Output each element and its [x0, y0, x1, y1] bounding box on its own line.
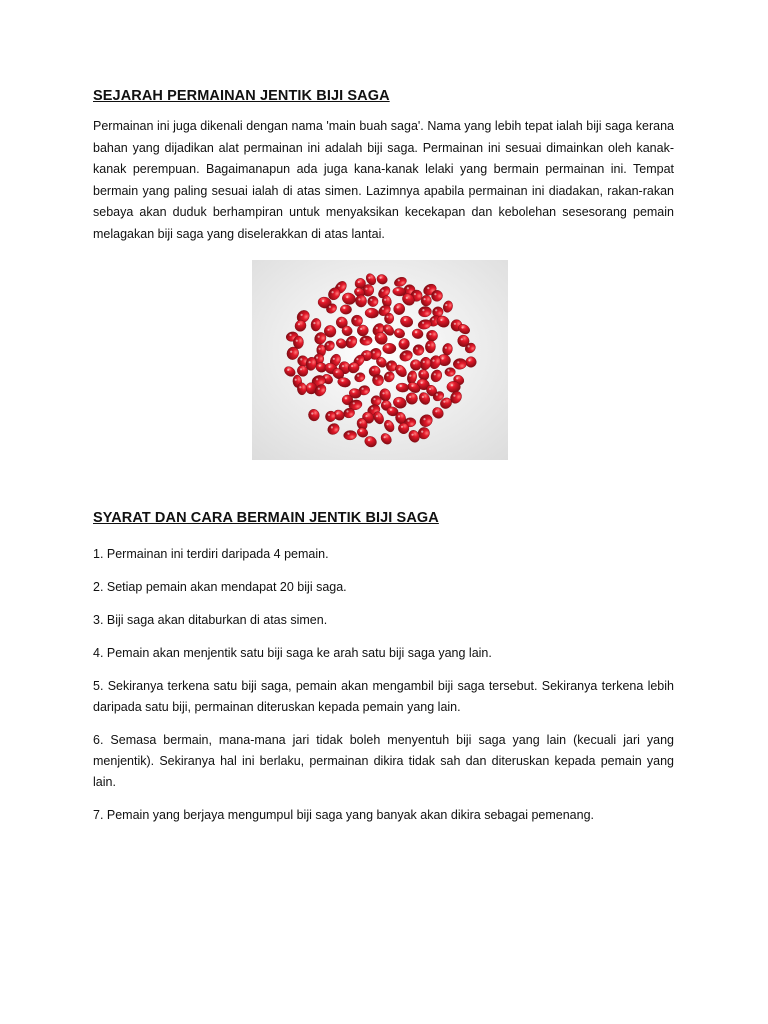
rule-item: 7. Pemain yang berjaya mengumpul biji saga yang banyak akan dikira sebagai pemenang. [93, 808, 595, 822]
saga-seed [383, 343, 396, 354]
seed-highlight [461, 338, 463, 340]
seed-highlight [353, 402, 355, 404]
seed-highlight [375, 377, 377, 379]
seed-highlight [333, 358, 335, 360]
seed-highlight [309, 386, 311, 388]
seed-highlight [421, 372, 423, 374]
seed-highlight [322, 300, 324, 302]
seed-highlight [309, 361, 311, 363]
seed-highlight [411, 385, 413, 387]
seed-highlight [386, 327, 388, 329]
seed-highlight [300, 358, 302, 360]
seed-highlight [468, 345, 470, 347]
seed-highlight [343, 307, 345, 309]
seed-highlight [397, 400, 399, 402]
seed-highlight [372, 369, 374, 371]
seed-highlight [387, 423, 389, 425]
seed-highlight [298, 323, 300, 325]
seed-highlight [445, 347, 447, 349]
rule-item: 5. Sekiranya terkena satu biji saga, pemain akan mengambil biji saga tersebut. Sekiranya terkena lebih daripada satu biji, permainan diteruskan kepada pemain yang lain. [93, 679, 674, 714]
seed-highlight [382, 290, 384, 292]
rule-item: 6. Semasa bermain, mana-mana jari tidak boleh menyentuh biji saga yang lain (kecuali jari yang menjentik). Sekiranya hal ini berlaku, permainan dikira tidak sah dan diteruskan kepada pemain yang lain. [93, 733, 674, 789]
seed-highlight [346, 296, 348, 298]
seed-highlight [434, 373, 436, 375]
seed-highlight [423, 418, 425, 420]
seed-highlight [327, 343, 329, 345]
saga-seed [293, 336, 304, 349]
seed-highlight [453, 395, 455, 397]
seed-highlight [432, 318, 434, 320]
seed-highlight [329, 306, 331, 308]
seed-highlight [436, 394, 438, 396]
seed-highlight [299, 386, 301, 388]
seed-highlight [316, 357, 318, 359]
seed-highlight [359, 421, 361, 423]
seed-highlight [398, 415, 400, 417]
seed-highlight [358, 298, 360, 300]
seed-highlight [371, 407, 373, 409]
seed-highlight [434, 293, 436, 295]
saga-seed [425, 340, 436, 353]
seed-highlight [316, 378, 318, 380]
seed-highlight [435, 309, 437, 311]
seed-highlight [421, 382, 423, 384]
seed-highlight [387, 346, 389, 348]
section-title-history: SEJARAH PERMAINAN JENTIK BIJI SAGA [93, 88, 390, 104]
seed-highlight [468, 359, 470, 361]
seed-highlight [389, 363, 391, 365]
seed-highlight [451, 384, 453, 386]
seed-highlight [328, 366, 330, 368]
seed-highlight [365, 288, 367, 290]
seed-highlight [429, 388, 431, 390]
seed-highlight [360, 430, 362, 432]
seed-highlight [339, 341, 341, 343]
seed-highlight [369, 310, 371, 312]
rule-item: 2. Setiap pemain akan mendapat 20 biji saga. [93, 580, 347, 594]
seed-highlight [341, 380, 343, 382]
seed-highlight [442, 357, 444, 359]
seed-highlight [382, 392, 384, 394]
seed-highlight [368, 277, 370, 279]
seed-highlight [398, 368, 400, 370]
seed-highlight [345, 397, 347, 399]
seed-highlight [440, 319, 442, 321]
seed-highlight [319, 348, 321, 350]
seed-highlight [404, 319, 406, 321]
seed-highlight [358, 281, 360, 283]
seed-highlight [400, 385, 402, 387]
seed-highlight [319, 365, 321, 367]
seed-highlight [409, 396, 411, 398]
seed-highlight [318, 336, 320, 338]
seed-highlight [349, 339, 351, 341]
seed-highlight [422, 322, 424, 324]
seed-highlight [360, 328, 362, 330]
seed-highlight [401, 426, 403, 428]
seed-highlight [407, 420, 409, 422]
seed-highlight [461, 326, 463, 328]
seed-highlight [364, 353, 366, 355]
seed-highlight [390, 409, 392, 411]
seed-highlight [338, 285, 340, 287]
seed-highlight [409, 375, 411, 377]
seed-highlight [376, 415, 378, 417]
seed-highlight [289, 334, 291, 336]
seed-highlight [445, 304, 447, 306]
seed-highlight [386, 316, 388, 318]
seed-highlight [403, 353, 405, 355]
seed-highlight [318, 388, 320, 390]
seed-highlight [339, 320, 341, 322]
rule-item: 1. Permainan ini terdiri daripada 4 pemain. [93, 547, 329, 561]
seed-highlight [407, 287, 409, 289]
saga-seeds-photo [252, 260, 508, 460]
saga-seeds-image [252, 260, 508, 460]
saga-seed [447, 381, 461, 392]
seed-highlight [378, 336, 380, 338]
seed-highlight [357, 290, 359, 292]
seed-highlight [429, 333, 431, 335]
seed-highlight [435, 410, 437, 412]
seed-highlight [427, 287, 429, 289]
seed-highlight [397, 289, 399, 291]
seed-highlight [413, 362, 415, 364]
saga-seed [340, 305, 352, 315]
seed-highlight [416, 347, 418, 349]
seed-highlight [401, 341, 403, 343]
seed-highlight [415, 331, 417, 333]
seed-highlight [336, 371, 338, 373]
seed-highlight [368, 439, 370, 441]
seed-highlight [352, 391, 354, 393]
seed-highlight [296, 340, 298, 342]
seed-highlight [384, 403, 386, 405]
seed-highlight [406, 297, 408, 299]
seed-highlight [384, 299, 386, 301]
seed-highlight [414, 293, 416, 295]
seed-highlight [365, 415, 367, 417]
rule-item: 4. Pemain akan menjentik satu biji saga ke arah satu biji saga yang lain. [93, 646, 492, 660]
history-paragraph: Permainan ini juga dikenali dengan nama 'main buah saga'. Nama yang lebih tepat ialah biji saga kerana bahan yang dijadikan alat permainan ini adalah biji saga. Permainan ini sesuai dimainkan oleh kanak-kanak perempuan. Bagaimanapun ada juga kana-kanak lelaki yang bermain permainan ini. Tempat bermain yang paling sesuai ialah di atas simen. Lazimnya apabila permainan ini diadakan, rakan-rakan sebaya akan duduk berhampiran untuk menyaksikan kecekapan dan kebolehan sesesorang pemain melagakan biji saga yang diselerakkan di atas lantai. [93, 119, 674, 241]
section-title-rules: SYARAT DAN CARA BERMAIN JENTIK BIJI SAGA [93, 510, 439, 526]
seed-highlight [387, 374, 389, 376]
seed-highlight [376, 327, 378, 329]
seed-highlight [342, 365, 344, 367]
seed-highlight [384, 436, 386, 438]
seed-highlight [363, 338, 365, 340]
rules-list [93, 544, 674, 838]
seed-highlight [346, 410, 348, 412]
seed-highlight [301, 314, 303, 316]
seed-highlight [362, 388, 364, 390]
seed-highlight [356, 358, 358, 360]
seed-highlight [331, 426, 333, 428]
seed-highlight [311, 412, 313, 414]
seed-highlight [398, 279, 400, 281]
seed-highlight [332, 291, 334, 293]
seed-highlight [432, 360, 434, 362]
saga-seed [297, 383, 306, 395]
seed-highlight [421, 431, 423, 433]
seed-highlight [344, 328, 346, 330]
seed-highlight [411, 434, 413, 436]
seed-highlight [347, 433, 349, 435]
seed-highlight [327, 329, 329, 331]
seed-highlight [379, 360, 381, 362]
rule-item: 3. Biji saga akan ditaburkan di atas simen. [93, 613, 328, 627]
seed-highlight [351, 365, 353, 367]
seed-highlight [373, 351, 375, 353]
seed-highlight [370, 299, 372, 301]
seed-highlight [447, 369, 449, 371]
seed-highlight [354, 318, 356, 320]
seed-highlight [295, 379, 297, 381]
seed-highlight [457, 361, 459, 363]
seed-highlight [300, 368, 302, 370]
seed-highlight [290, 351, 292, 353]
seed-highlight [424, 298, 426, 300]
seed-highlight [397, 331, 399, 333]
seed-highlight [422, 396, 424, 398]
seed-highlight [313, 322, 315, 324]
seed-highlight [422, 309, 424, 311]
seed-highlight [357, 375, 359, 377]
seed-highlight [373, 398, 375, 400]
seed-highlight [428, 344, 430, 346]
seed-highlight [336, 412, 338, 414]
seed-highlight [287, 369, 289, 371]
seed-highlight [382, 308, 384, 310]
seed-highlight [443, 401, 445, 403]
seed-highlight [379, 277, 381, 279]
saga-seed [384, 313, 394, 324]
seed-highlight [328, 414, 330, 416]
seed-highlight [454, 323, 456, 325]
seed-highlight [423, 361, 425, 363]
seed-highlight [456, 377, 458, 379]
seed-highlight [397, 306, 399, 308]
